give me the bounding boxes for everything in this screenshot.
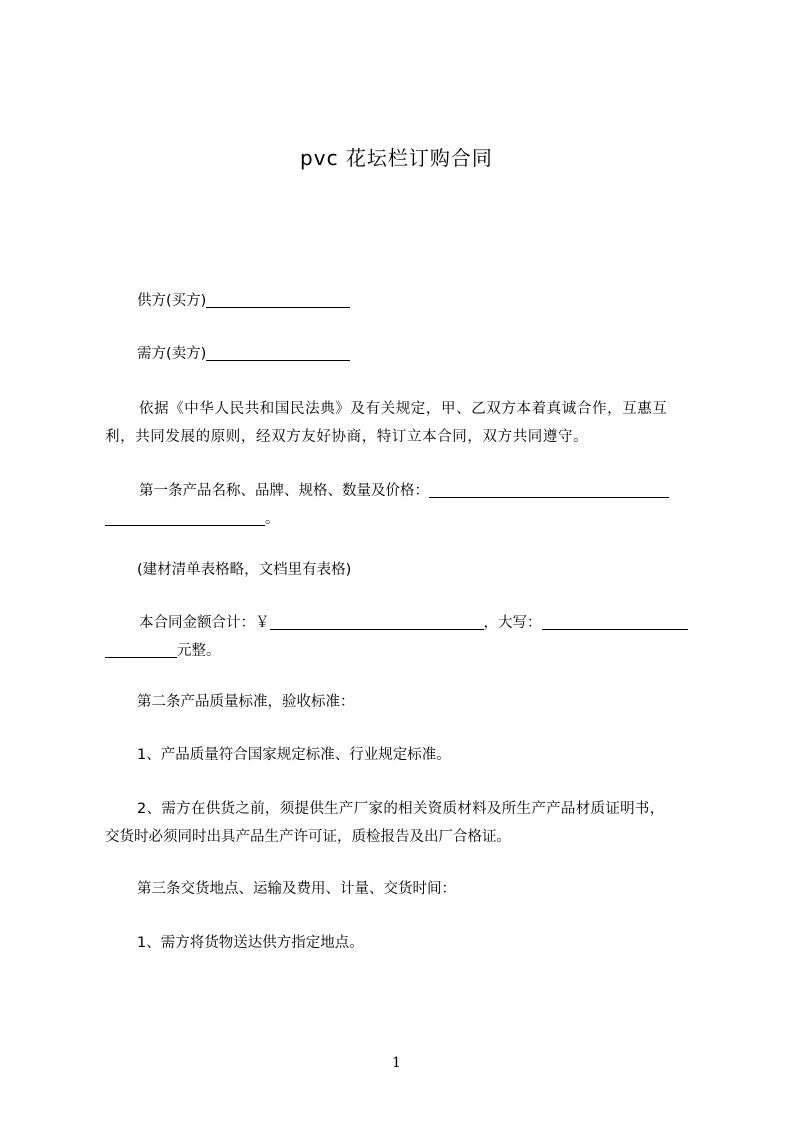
buyer-line [137,344,350,364]
capital-label: ，大写： [483,615,542,631]
article1-blank-1 [429,482,669,498]
article1-blank-2 [105,510,265,526]
article3-title: 第三条交货地点、运输及费用、计量、交货时间： [137,881,456,897]
article1-label: 第一条产品名称、品牌、规格、数量及价格： [139,483,429,499]
document-title: pvc 花坛栏订购合同 [300,146,493,170]
intro-line-1: 依据《中华人民共和国民法典》及有关规定，甲、乙双方本着真诚合作，互惠互 [139,401,668,417]
article1-end: 。 [265,511,280,527]
total-label: 本合同金额合计：￥ [139,615,270,631]
article1-line [139,481,669,501]
capital-blank-1 [542,614,688,630]
intro-line-2: 利，共同发展的原则，经双方友好协商，特订立本合同，双方共同遵守。 [105,429,589,445]
capital-blank-2 [105,642,177,658]
page-number: 1 [392,1055,401,1071]
supplier-line [137,291,350,311]
article2-title: 第二条产品质量标准，验收标准： [137,694,355,710]
article2-item-1: 1、产品质量符合国家规定标准、行业规定标准。 [137,747,451,763]
yuan-label: 元整。 [177,643,221,659]
article2-item-2-line-1: 2、需方在供货之前，须提供生产厂家的相关资质材料及所生产产品材质证明书， [137,801,665,817]
total-line-2 [105,641,221,661]
article1-line-2 [105,509,280,529]
total-line [139,613,688,633]
article3-item-1: 1、需方将货物送达供方指定地点。 [137,935,364,951]
supplier-blank [206,292,350,308]
buyer-blank [206,345,350,361]
buyer-label: 需方(卖方) [137,346,207,362]
total-amount-blank [270,614,484,630]
list-note: (建材清单表格略，文档里有表格) [137,562,352,578]
article2-item-2-line-2: 交货时必须同时出具产品生产许可证，质检报告及出厂合格证。 [105,829,511,845]
supplier-label: 供方(买方) [137,293,207,309]
